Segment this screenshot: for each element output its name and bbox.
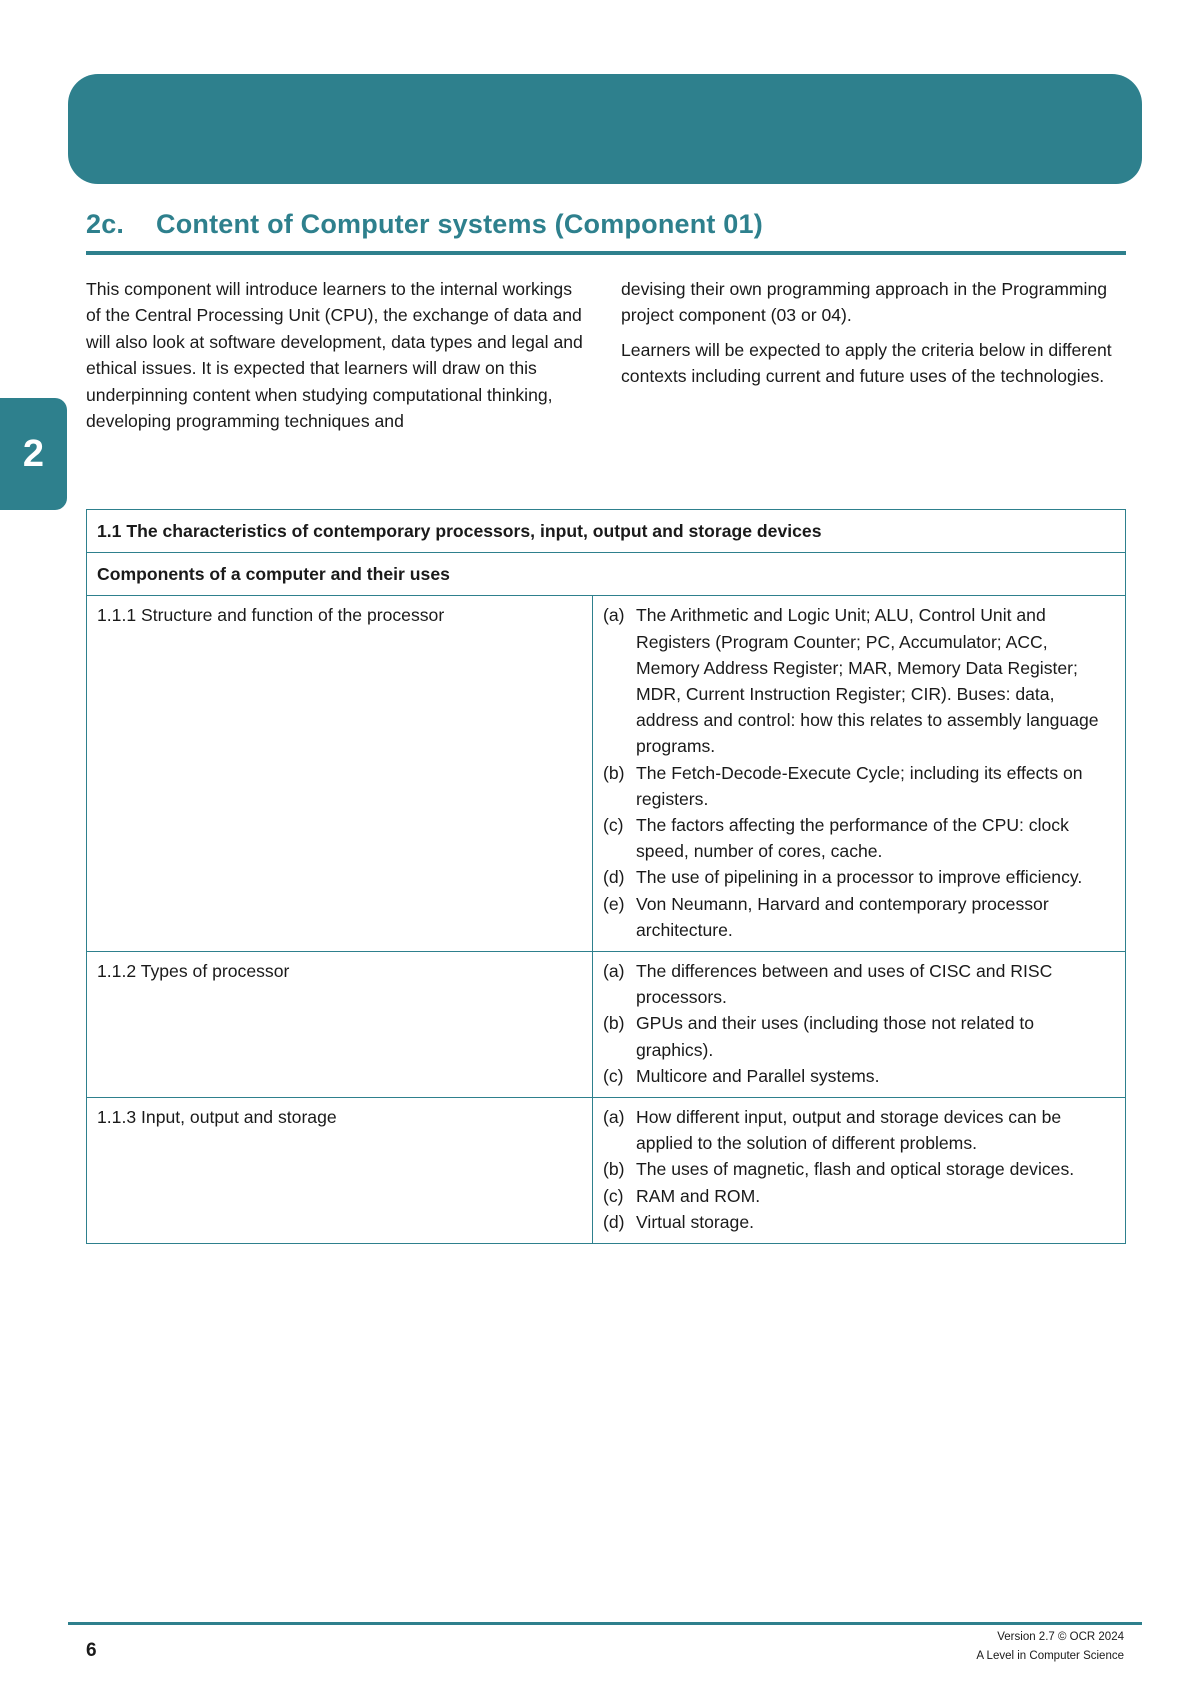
list-item	[603, 602, 1115, 759]
list-item	[603, 760, 1115, 812]
item-text: RAM and ROM.	[636, 1185, 761, 1206]
list-item	[603, 1156, 1115, 1182]
item-letter: (a)	[603, 1107, 625, 1128]
item-text: The uses of magnetic, flash and optical storage devices.	[636, 1159, 1075, 1180]
content-list	[603, 958, 1115, 1089]
content-list	[603, 1104, 1115, 1235]
item-text: How different input, output and storage devices can be applied to the solution of different problems.	[636, 1107, 1062, 1154]
item-letter: (c)	[603, 815, 624, 836]
item-letter: (a)	[603, 961, 625, 982]
item-text: The use of pipelining in a processor to improve efficiency.	[636, 867, 1083, 888]
item-letter: (b)	[603, 1159, 625, 1180]
list-item	[603, 1104, 1115, 1156]
intro-column-left	[86, 276, 591, 442]
list-item	[603, 1209, 1115, 1235]
list-item	[603, 891, 1115, 943]
list-item	[603, 958, 1115, 1010]
item-letter: (d)	[603, 1211, 625, 1232]
section-tab-number: 2	[22, 432, 45, 475]
footer-version: Version 2.7 © OCR 2024	[997, 1631, 1124, 1643]
section-heading	[86, 209, 1126, 240]
topic-cell: 1.1.2 Types of processor	[87, 952, 593, 1098]
list-item	[603, 864, 1115, 890]
heading-divider	[86, 251, 1126, 255]
item-letter: (b)	[603, 762, 625, 783]
list-item	[603, 1183, 1115, 1209]
content-cell	[593, 952, 1126, 1098]
topic-cell: 1.1.1 Structure and function of the processor	[87, 596, 593, 952]
item-letter: (c)	[603, 1065, 624, 1086]
item-text: GPUs and their uses (including those not related to graphics).	[636, 1013, 1035, 1060]
intro-paragraph: This component will introduce learners to the internal workings of the Central Processing Unit (CPU), the exchange of data and will also look at software development, data types and legal and ethical issues. It is expected that learners will draw on this underpinning content when studying computational thinking, developing programming techniques and	[86, 279, 583, 432]
item-text: The Arithmetic and Logic Unit; ALU, Control Unit and Registers (Program Counter; PC, Accumulator; ACC, Memory Address Register; MAR, Memory Data Register; MDR, Current Instruction Register; CIR). Buses: data, address and control: how this relates to assembly language programs.	[636, 605, 1099, 757]
item-letter: (d)	[603, 867, 625, 888]
section-title: Content of Computer systems (Component 01)	[156, 209, 763, 239]
intro-column-right	[621, 276, 1126, 398]
content-list	[603, 602, 1115, 943]
table-row	[87, 952, 1126, 1098]
item-text: The differences between and uses of CISC and RISC processors.	[636, 961, 1053, 1008]
table-row	[87, 1098, 1126, 1244]
section-tab	[0, 398, 67, 510]
header-banner	[68, 74, 1142, 184]
table-row	[87, 596, 1126, 952]
item-letter: (c)	[603, 1185, 624, 1206]
content-cell	[593, 596, 1126, 952]
specification-table	[86, 509, 1126, 1244]
list-item	[603, 1063, 1115, 1089]
footer-divider	[68, 1622, 1142, 1625]
item-text: Von Neumann, Harvard and contemporary processor architecture.	[636, 893, 1049, 940]
item-letter: (e)	[603, 893, 625, 914]
list-item	[603, 812, 1115, 864]
section-number: 2c.	[86, 209, 125, 239]
table-title-row	[87, 510, 1126, 553]
content-cell	[593, 1098, 1126, 1244]
intro-paragraph: Learners will be expected to apply the criteria below in different contexts including current and future uses of the technologies.	[621, 339, 1112, 387]
item-text: The factors affecting the performance of the CPU: clock speed, number of cores, cache.	[636, 815, 1069, 862]
page-number: 6	[86, 1640, 97, 1661]
item-text: Virtual storage.	[636, 1211, 755, 1232]
item-letter: (a)	[603, 605, 625, 626]
table-subtitle: Components of a computer and their uses	[87, 553, 1126, 596]
footer-qualification: A Level in Computer Science	[976, 1650, 1124, 1662]
footer-info	[976, 1628, 1124, 1666]
table-subtitle-row	[87, 553, 1126, 596]
intro-paragraph: devising their own programming approach in the Programming project component (03 or 04).	[621, 279, 1108, 326]
table-title: 1.1 The characteristics of contemporary processors, input, output and storage devices	[87, 510, 1126, 553]
item-letter: (b)	[603, 1013, 625, 1034]
item-text: Multicore and Parallel systems.	[636, 1065, 880, 1086]
list-item	[603, 1010, 1115, 1062]
topic-cell: 1.1.3 Input, output and storage	[87, 1098, 593, 1244]
item-text: The Fetch-Decode-Execute Cycle; including its effects on registers.	[636, 762, 1083, 809]
